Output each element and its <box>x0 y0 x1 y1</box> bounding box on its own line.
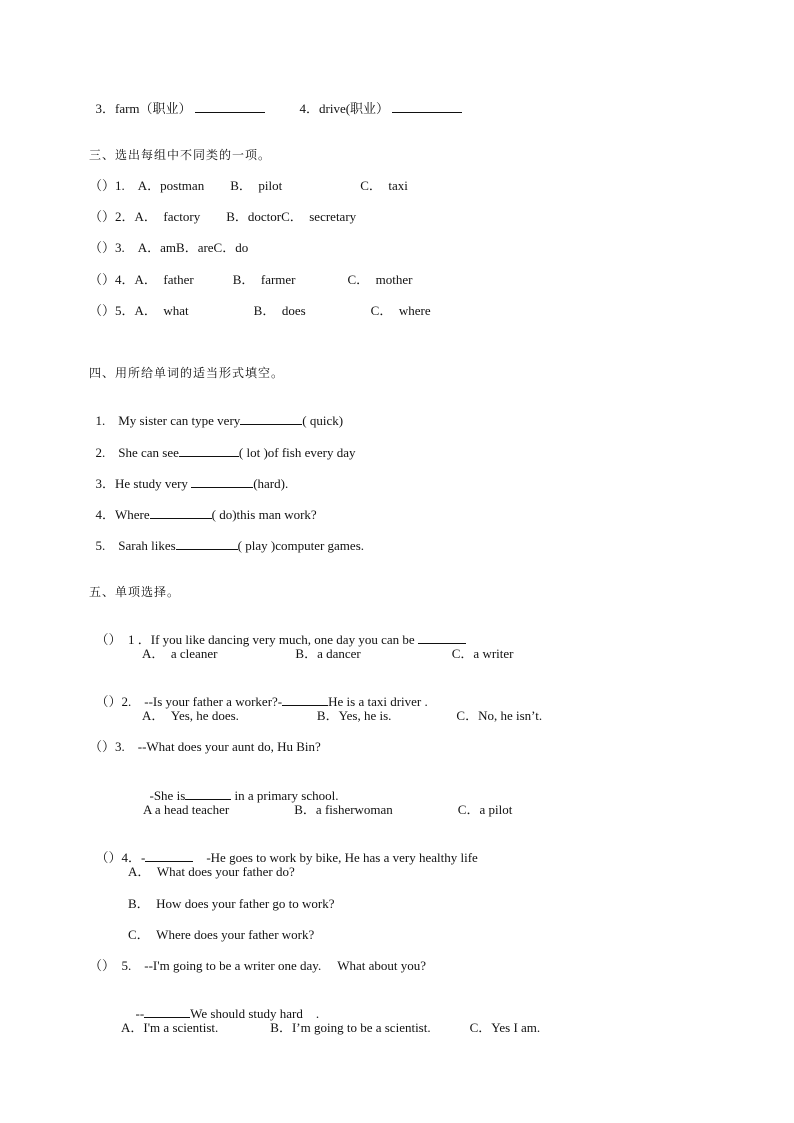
question-text: （） 1 ．If you like dancing very much, one day you can be <box>95 632 418 647</box>
section-3-heading: 三、选出每组中不同类的一项。 <box>89 148 272 162</box>
item-hint: ( lot )of fish every day <box>238 445 356 460</box>
section-4-heading: 四、用所给单词的适当形式填空。 <box>89 366 285 380</box>
section-4-item-1 <box>89 396 343 429</box>
answer-blank[interactable] <box>240 412 302 425</box>
item-text: 4．Where <box>95 507 150 522</box>
section-5-heading: 五、单项选择。 <box>89 585 181 599</box>
answer-blank[interactable] <box>191 475 253 488</box>
answer-blank[interactable] <box>282 693 328 706</box>
question-3: （）3. --What does your aunt do, Hu Bin? <box>89 739 321 754</box>
question-5-options: A．I'm a scientist. B．I’m going to be a scientist. C．Yes I am. <box>121 1020 541 1035</box>
section-3-item-1: （）1. A．postman B． pilot C． taxi <box>89 178 408 193</box>
question-2 <box>89 677 428 710</box>
question-5-line-2 <box>129 989 319 1022</box>
section-3-item-3: （）3. A．amB．areC．do <box>89 240 249 255</box>
question-4-option-b: B． How does your father go to work? <box>128 896 335 911</box>
item-drive <box>293 84 462 117</box>
question-4-option-a: A． What does your father do? <box>128 864 295 879</box>
question-4-option-c: C． Where does your father work? <box>128 927 315 942</box>
question-text: -- <box>135 1006 145 1021</box>
question-text: （）4．- <box>95 850 146 865</box>
question-2-options: A． Yes, he does. B．Yes, he is. C．No, he isn’t. <box>142 708 543 723</box>
answer-blank[interactable] <box>185 787 231 800</box>
item-text: 3．He study very <box>95 476 192 491</box>
item-farm <box>89 84 265 117</box>
item-text: 2. She can see <box>95 445 179 460</box>
item-text: 1. My sister can type very <box>95 413 241 428</box>
item-hint: ( play )computer games. <box>237 538 364 553</box>
question-text: （）2. --Is your father a worker?- <box>95 694 283 709</box>
answer-blank[interactable] <box>150 506 212 519</box>
question-1-options: A． a cleaner B．a dancer C．a writer <box>142 646 514 661</box>
item-drive-text: 4．drive(职业） <box>299 101 393 116</box>
section-3-item-2: （）2．A． factory B．doctorC． secretary <box>89 209 357 224</box>
answer-blank[interactable] <box>418 631 466 644</box>
answer-blank[interactable] <box>179 444 239 457</box>
question-1 <box>89 615 466 648</box>
section-4-item-2 <box>89 428 356 461</box>
answer-blank[interactable] <box>176 537 238 550</box>
question-3-line-2 <box>143 771 338 804</box>
item-text: 5. Sarah likes <box>95 538 176 553</box>
answer-blank[interactable] <box>195 100 265 113</box>
question-text-rest: in a primary school. <box>231 788 339 803</box>
answer-blank[interactable] <box>144 1005 190 1018</box>
section-3-item-4: （）4．A． father B． farmer C． mother <box>89 272 413 287</box>
question-5: （） 5. --I'm going to be a writer one day. What about you? <box>89 958 427 973</box>
question-3-options: A a head teacher B．a fisherwoman C．a pilot <box>143 802 513 817</box>
item-hint: (hard). <box>253 476 289 491</box>
question-text-rest: We should study hard . <box>190 1006 320 1021</box>
section-4-item-4 <box>89 490 317 523</box>
answer-blank[interactable] <box>392 100 462 113</box>
item-farm-text: 3．farm（职业） <box>95 101 195 116</box>
question-text-rest: He is a taxi driver . <box>328 694 428 709</box>
question-text-rest: -He goes to work by bike, He has a very healthy life <box>193 850 478 865</box>
section-3-item-5: （）5．A． what B． does C． where <box>89 303 431 318</box>
section-4-item-3 <box>89 459 288 492</box>
answer-blank[interactable] <box>145 849 193 862</box>
question-text: -She is <box>149 788 186 803</box>
section-4-item-5 <box>89 521 364 554</box>
question-4 <box>89 833 478 866</box>
item-hint: ( do)this man work? <box>211 507 317 522</box>
item-hint: ( quick) <box>302 413 344 428</box>
